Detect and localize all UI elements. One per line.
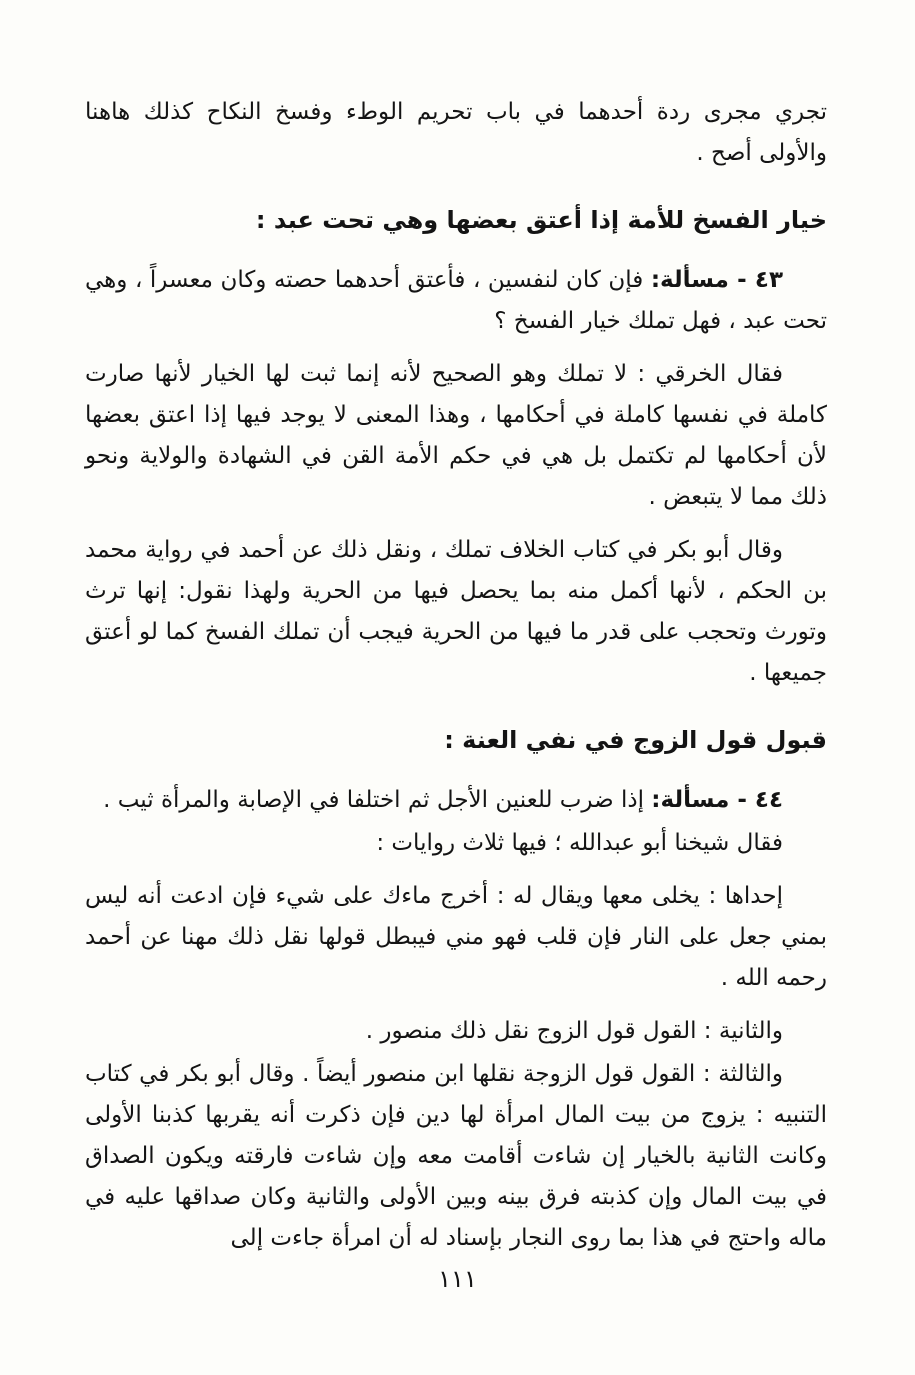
section-heading-qabul-qawl-alzawj: قبول قول الزوج في نفي العنة : [444, 726, 827, 754]
masala-44-number: ٤٤ - مسألة: [651, 787, 783, 813]
paragraph-shaykhuna-riwayat: فقال شيخنا أبو عبدالله ؛ فيها ثلاث روايات : [376, 830, 783, 856]
text-area [85, 92, 827, 1271]
paragraph-riwaya-second: والثانية : القول قول الزوج نقل ذلك منصور . [365, 1018, 783, 1044]
paragraph-khiraqi-opinion: فقال الخرقي : لا تملك وهو الصحيح لأنه إنما ثبت لها الخيار لأنها صارت كاملة في نفسها كاملة في أحكامها ، وهذا المعنى لا يوجد فيها إذا اعتق بعضها لأن أحكامها لم تكتمل بل هي في حكم الأمة القن في الشهادة والولاية ونحو ذلك مما لا يتبعض . [85, 361, 827, 510]
paragraph-masala-43 [85, 260, 827, 342]
paragraph-riwaya-first: إحداها : يخلى معها ويقال له : أخرج ماءك على شيء فإن ادعت أنه ليس بمني جعل على النار فإن قلب فهو مني فيبطل قولها نقل ذلك مهنا عن أحمد رحمه الله . [85, 883, 827, 991]
paragraph-abu-bakr-opinion: وقال أبو بكر في كتاب الخلاف تملك ، ونقل ذلك عن أحمد في رواية محمد بن الحكم ، لأنها أكمل منه بما يحصل فيها من الحرية ولهذا نقول: إنها ترث وتورث وتحجب على قدر ما فيها من الحرية فيجب أن تملك الفسخ كما لو أعتق جميعها . [85, 537, 827, 686]
paragraph-continuation: تجري مجرى ردة أحدهما في باب تحريم الوطء وفسخ النكاح كذلك هاهنا والأولى أصح . [85, 99, 827, 166]
masala-43-text: فإن كان لنفسين ، فأعتق أحدهما حصته وكان معسراً ، وهي تحت عبد ، فهل تملك خيار الفسخ ؟ [85, 267, 827, 334]
page-number: ١١١ [438, 1265, 477, 1293]
masala-44-text: إذا ضرب للعنين الأجل ثم اختلفا في الإصابة والمرأة ثيب . [103, 787, 652, 813]
masala-43-number: ٤٣ - مسألة: [650, 267, 783, 293]
paragraph-masala-44 [85, 780, 827, 821]
paragraph-riwaya-third: والثالثة : القول قول الزوجة نقلها ابن منصور أيضاً . وقال أبو بكر في كتاب التنبيه : يزوج من بيت المال امرأة لها دين فإن ذكرت أنه يقربها كذبنا الأولى وكانت الثانية بالخيار إن شاءت أقامت معه وإن شاءت فارقته ويكون الصداق في بيت المال وإن كذبته فرق بينه وبين الأولى والثانية وكان صداقها عليه في ماله واحتج في هذا بما روى النجار بإسناد له أن امرأة جاءت إلى [85, 1061, 827, 1251]
section-heading-khiyar-alfaskh: خيار الفسخ للأمة إذا أعتق بعضها وهي تحت عبد : [255, 206, 827, 234]
